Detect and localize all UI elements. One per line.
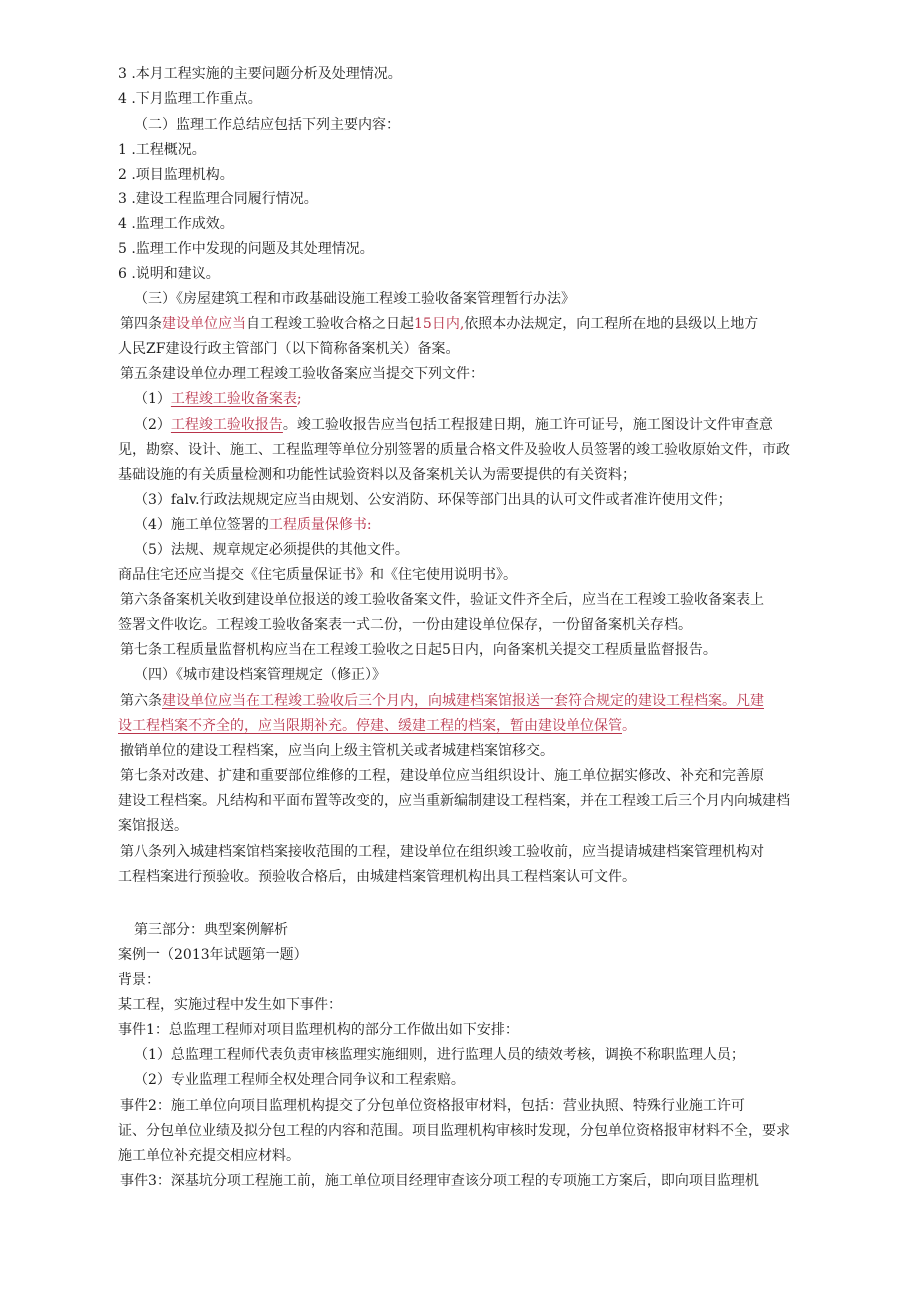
summary-item-3: 3 .建设工程监理合同履行情况。 xyxy=(118,191,318,207)
file-2-number: （2） xyxy=(134,417,171,433)
reg3-art6-line1: 第六条备案机关收到建设单位报送的竣工验收备案文件，验证文件齐全后，应当在工程竣工验收备案表上 xyxy=(120,592,764,608)
file-1-number: （1） xyxy=(134,391,171,407)
regulation-3-heading: （三）《房屋建筑工程和市政基础设施工程竣工验收备案管理暂行办法》 xyxy=(134,291,575,307)
reg3-art5-file-4 xyxy=(134,515,372,535)
monthly-item-4: 4 .下月监理工作重点。 xyxy=(118,91,262,107)
file-2-highlight: 工程竣工验收报告 xyxy=(170,417,283,433)
reg4-art6-highlight-2: 设工程档案不齐全的，应当限期补充。停建、缓建工程的档案，暂由建设单位保管 xyxy=(118,718,622,734)
reg3-housing-note: 商品住宅还应当提交《住宅质量保证书》和《住宅使用说明书》。 xyxy=(118,567,517,583)
event2-line3: 施工单位补充提交相应材料。 xyxy=(118,1148,300,1164)
regulation-4-heading: （四）《城市建设档案管理规定（修正）》 xyxy=(134,667,386,683)
event1-item-2: （2）专业监理工程师全权处理合同争议和工程索赔。 xyxy=(134,1072,465,1088)
part3-title: 第三部分：典型案例解析 xyxy=(134,922,288,938)
file-4-punct: : xyxy=(366,517,372,533)
file-1-punct: ; xyxy=(296,391,302,407)
reg3-art5-file-2-line2: 见，勘察、设计、施工、工程监理等单位分别签署的质量合格文件及验收人员签署的竣工验收原始文件，市政 xyxy=(118,442,790,458)
reg3-art5-file-2-line3: 基础设施的有关质量检测和功能性试验资料以及备案机关认为需要提供的有关资料； xyxy=(118,467,636,483)
summary-item-1: 1 .工程概况。 xyxy=(118,142,206,158)
file-2-rest: 。竣工验收报告应当包括工程报建日期，施工许可证号，施工图设计文件审查意 xyxy=(282,417,773,433)
reg4-revoke: 撤销单位的建设工程档案，应当向上级主管机关或者城建档案馆移交。 xyxy=(120,743,554,759)
event3-line1: 事件3：深基坑分项工程施工前，施工单位项目经理审查该分项工程的专项施工方案后，即向项目监理机 xyxy=(120,1173,759,1189)
reg3-art5-file-2-line1 xyxy=(134,415,773,435)
art4-prefix: 第四条 xyxy=(120,316,162,332)
reg3-art4-line2: 人民ZF建设行政主管部门（以下简称备案机关）备案。 xyxy=(118,341,460,357)
case1-background-label: 背景： xyxy=(118,972,160,988)
reg4-art7-line3: 案馆报送。 xyxy=(118,818,188,834)
reg4-art6-highlight-1: 建设单位应当在工程竣工验收后三个月内，向城建档案馆报送一套符合规定的建设工程档案。凡建 xyxy=(162,693,764,709)
summary-item-5: 5 .监理工作中发现的问题及其处理情况。 xyxy=(118,241,374,257)
file-4-highlight: 工程质量保修书 xyxy=(268,517,367,533)
reg3-art5-file-1 xyxy=(134,389,302,409)
art4-rest: 依照本办法规定，向工程所在地的县级以上地方 xyxy=(464,316,759,332)
event2-line2: 证、分包单位业绩及拟分包工程的内容和范围。项目监理机构审核时发现，分包单位资格报审材料不全，要求 xyxy=(118,1123,790,1139)
reg4-art8-line2: 工程档案进行预验收。预验收合格后，由城建档案管理机构出具工程档案认可文件。 xyxy=(118,869,636,885)
reg3-art5-file-5: （5）法规、规章规定必须提供的其他文件。 xyxy=(134,542,409,558)
reg4-art7-line1: 第七条对改建、扩建和重要部位维修的工程，建设单位应当组织设计、施工单位据实修改、补充和完善原 xyxy=(120,768,764,784)
art4-mid: 自工程竣工验收合格之日起 xyxy=(246,316,414,332)
art4-highlight-deadline: 15日内, xyxy=(414,316,465,332)
art4-highlight-subject: 建设单位应当 xyxy=(162,316,246,332)
reg3-art5-intro: 第五条建设单位办理工程竣工验收备案应当提交下列文件： xyxy=(120,366,484,382)
case1-intro: 某工程，实施过程中发生如下事件： xyxy=(118,997,342,1013)
file-4-prefix: （4）施工单位签署的 xyxy=(134,517,269,533)
monthly-item-3: 3 .本月工程实施的主要问题分析及处理情况。 xyxy=(118,66,402,82)
reg4-art6-line1 xyxy=(120,691,764,711)
case1-title: 案例一（2013年试题第一题） xyxy=(118,947,308,963)
reg3-art7: 第七条工程质量监督机构应当在工程竣工验收之日起5日内，向备案机关提交工程质量监督报告。 xyxy=(120,642,717,658)
reg3-art4-line1 xyxy=(120,314,758,334)
reg4-art6-prefix: 第六条 xyxy=(120,693,162,709)
event2-line1: 事件2：施工单位向项目监理机构提交了分包单位资格报审材料，包括：营业执照、特殊行业施工许可 xyxy=(120,1098,745,1114)
reg4-art6-line2 xyxy=(118,716,636,736)
reg3-art5-file-3: （3）falv.行政法规规定应当由规划、公安消防、环保等部门出具的认可文件或者准许使用文件； xyxy=(134,492,732,508)
summary-item-4: 4 .监理工作成效。 xyxy=(118,216,234,232)
reg4-art8-line1: 第八条列入城建档案馆档案接收范围的工程，建设单位在组织竣工验收前，应当提请城建档案管理机构对 xyxy=(120,844,764,860)
summary-item-2: 2 .项目监理机构。 xyxy=(118,167,234,183)
summary-heading: （二）监理工作总结应包括下列主要内容： xyxy=(134,117,400,133)
event1-item-1: （1）总监理工程师代表负责审核监理实施细则，进行监理人员的绩效考核，调换不称职监理人员； xyxy=(134,1047,745,1063)
file-1-highlight: 工程竣工验收备案表 xyxy=(170,391,297,407)
reg3-art6-line2: 签署文件收讫。工程竣工验收备案表一式二份，一份由建设单位保存，一份留备案机关存档。 xyxy=(118,617,692,633)
reg4-art6-end: 。 xyxy=(622,718,636,734)
reg4-art7-line2: 建设工程档案。凡结构和平面布置等改变的，应当重新编制建设工程档案，并在工程竣工后三个月内向城建档 xyxy=(118,793,790,809)
summary-item-6: 6 .说明和建议。 xyxy=(118,266,220,282)
event1-line: 事件1：总监理工程师对项目监理机构的部分工作做出如下安排： xyxy=(118,1022,519,1038)
